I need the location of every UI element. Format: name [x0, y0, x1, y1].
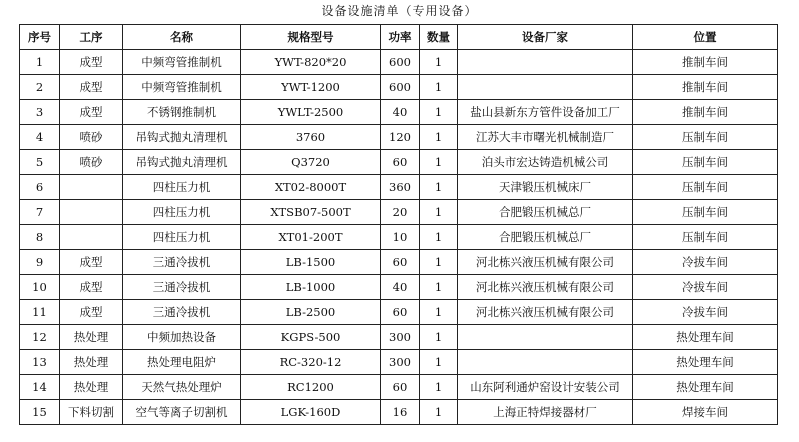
quantity-cell: 1 — [420, 175, 458, 200]
equipment-name-cell: 吊钩式抛丸清理机 — [123, 125, 241, 150]
location-cell: 压制车间 — [633, 125, 778, 150]
model-cell: LGK-160D — [241, 400, 381, 425]
process-cell — [60, 225, 123, 250]
model-cell: XT02-8000T — [241, 175, 381, 200]
equipment-table — [19, 24, 778, 425]
equipment-name-cell: 天然气热处理炉 — [123, 375, 241, 400]
location-cell: 压制车间 — [633, 225, 778, 250]
header-cell: 规格型号 — [241, 25, 381, 50]
location-cell: 热处理车间 — [633, 350, 778, 375]
model-cell: RC-320-12 — [241, 350, 381, 375]
manufacturer-cell: 河北栋兴液压机械有限公司 — [458, 300, 633, 325]
process-cell: 成型 — [60, 50, 123, 75]
process-cell: 喷砂 — [60, 150, 123, 175]
location-cell: 压制车间 — [633, 175, 778, 200]
power-cell: 300 — [381, 325, 420, 350]
power-cell: 60 — [381, 300, 420, 325]
row-number-cell: 6 — [20, 175, 60, 200]
row-number-cell: 7 — [20, 200, 60, 225]
power-cell: 360 — [381, 175, 420, 200]
table-row — [20, 225, 778, 250]
power-cell: 40 — [381, 275, 420, 300]
manufacturer-cell — [458, 325, 633, 350]
model-cell: LB-1500 — [241, 250, 381, 275]
manufacturer-cell: 天津锻压机械床厂 — [458, 175, 633, 200]
equipment-name-cell: 四柱压力机 — [123, 225, 241, 250]
location-cell: 焊接车间 — [633, 400, 778, 425]
quantity-cell: 1 — [420, 125, 458, 150]
process-cell: 成型 — [60, 250, 123, 275]
process-cell: 成型 — [60, 100, 123, 125]
power-cell: 60 — [381, 150, 420, 175]
quantity-cell: 1 — [420, 150, 458, 175]
table-body — [20, 50, 778, 425]
quantity-cell: 1 — [420, 350, 458, 375]
process-cell: 热处理 — [60, 350, 123, 375]
row-number-cell: 1 — [20, 50, 60, 75]
table-row — [20, 125, 778, 150]
row-number-cell: 3 — [20, 100, 60, 125]
quantity-cell: 1 — [420, 50, 458, 75]
location-cell: 热处理车间 — [633, 375, 778, 400]
table-row — [20, 200, 778, 225]
row-number-cell: 10 — [20, 275, 60, 300]
quantity-cell: 1 — [420, 100, 458, 125]
model-cell: 3760 — [241, 125, 381, 150]
power-cell: 16 — [381, 400, 420, 425]
model-cell: Q3720 — [241, 150, 381, 175]
header-cell: 名称 — [123, 25, 241, 50]
process-cell: 成型 — [60, 75, 123, 100]
row-number-cell: 8 — [20, 225, 60, 250]
table-header-row — [20, 25, 778, 50]
equipment-name-cell: 中频弯管推制机 — [123, 50, 241, 75]
row-number-cell: 2 — [20, 75, 60, 100]
model-cell: XT01-200T — [241, 225, 381, 250]
header-cell: 位置 — [633, 25, 778, 50]
row-number-cell: 11 — [20, 300, 60, 325]
equipment-name-cell: 中频弯管推制机 — [123, 75, 241, 100]
model-cell: XTSB07-500T — [241, 200, 381, 225]
manufacturer-cell: 河北栋兴液压机械有限公司 — [458, 275, 633, 300]
quantity-cell: 1 — [420, 325, 458, 350]
quantity-cell: 1 — [420, 75, 458, 100]
manufacturer-cell — [458, 75, 633, 100]
table-row — [20, 250, 778, 275]
header-cell: 功率 — [381, 25, 420, 50]
location-cell: 推制车间 — [633, 75, 778, 100]
manufacturer-cell: 河北栋兴液压机械有限公司 — [458, 250, 633, 275]
row-number-cell: 9 — [20, 250, 60, 275]
equipment-name-cell: 三通冷拔机 — [123, 250, 241, 275]
manufacturer-cell — [458, 50, 633, 75]
table-row — [20, 150, 778, 175]
row-number-cell: 12 — [20, 325, 60, 350]
location-cell: 冷拔车间 — [633, 300, 778, 325]
header-cell: 数量 — [420, 25, 458, 50]
table-row — [20, 300, 778, 325]
power-cell: 120 — [381, 125, 420, 150]
manufacturer-cell: 合肥锻压机械总厂 — [458, 225, 633, 250]
equipment-name-cell: 三通冷拔机 — [123, 300, 241, 325]
header-cell: 序号 — [20, 25, 60, 50]
power-cell: 20 — [381, 200, 420, 225]
quantity-cell: 1 — [420, 200, 458, 225]
manufacturer-cell: 泊头市宏达铸造机械公司 — [458, 150, 633, 175]
row-number-cell: 4 — [20, 125, 60, 150]
location-cell: 压制车间 — [633, 150, 778, 175]
model-cell: LB-2500 — [241, 300, 381, 325]
process-cell — [60, 200, 123, 225]
document-title: 设备设施清单（专用设备） — [321, 4, 478, 18]
location-cell: 冷拔车间 — [633, 275, 778, 300]
process-cell — [60, 175, 123, 200]
equipment-name-cell: 四柱压力机 — [123, 200, 241, 225]
manufacturer-cell: 盐山县新东方管件设备加工厂 — [458, 100, 633, 125]
process-cell: 喷砂 — [60, 125, 123, 150]
model-cell: YWT-1200 — [241, 75, 381, 100]
table-row — [20, 50, 778, 75]
row-number-cell: 5 — [20, 150, 60, 175]
quantity-cell: 1 — [420, 300, 458, 325]
equipment-name-cell: 四柱压力机 — [123, 175, 241, 200]
row-number-cell: 13 — [20, 350, 60, 375]
equipment-name-cell: 中频加热设备 — [123, 325, 241, 350]
location-cell: 推制车间 — [633, 100, 778, 125]
model-cell: LB-1000 — [241, 275, 381, 300]
equipment-name-cell: 热处理电阻炉 — [123, 350, 241, 375]
table-row — [20, 100, 778, 125]
quantity-cell: 1 — [420, 275, 458, 300]
model-cell: RC1200 — [241, 375, 381, 400]
power-cell: 40 — [381, 100, 420, 125]
power-cell: 600 — [381, 75, 420, 100]
process-cell: 成型 — [60, 300, 123, 325]
row-number-cell: 15 — [20, 400, 60, 425]
table-row — [20, 175, 778, 200]
table-row — [20, 275, 778, 300]
manufacturer-cell: 江苏大丰市曙光机械制造厂 — [458, 125, 633, 150]
power-cell: 10 — [381, 225, 420, 250]
location-cell: 压制车间 — [633, 200, 778, 225]
location-cell: 热处理车间 — [633, 325, 778, 350]
header-cell: 设备厂家 — [458, 25, 633, 50]
table-row — [20, 350, 778, 375]
process-cell: 成型 — [60, 275, 123, 300]
row-number-cell: 14 — [20, 375, 60, 400]
model-cell: YWT-820*20 — [241, 50, 381, 75]
equipment-name-cell: 吊钩式抛丸清理机 — [123, 150, 241, 175]
process-cell: 热处理 — [60, 375, 123, 400]
quantity-cell: 1 — [420, 400, 458, 425]
model-cell: KGPS-500 — [241, 325, 381, 350]
manufacturer-cell: 合肥锻压机械总厂 — [458, 200, 633, 225]
table-row — [20, 325, 778, 350]
location-cell: 推制车间 — [633, 50, 778, 75]
power-cell: 300 — [381, 350, 420, 375]
power-cell: 600 — [381, 50, 420, 75]
location-cell: 冷拔车间 — [633, 250, 778, 275]
table-row — [20, 75, 778, 100]
power-cell: 60 — [381, 375, 420, 400]
quantity-cell: 1 — [420, 225, 458, 250]
equipment-name-cell: 空气等离子切割机 — [123, 400, 241, 425]
quantity-cell: 1 — [420, 250, 458, 275]
quantity-cell: 1 — [420, 375, 458, 400]
equipment-name-cell: 不锈钢推制机 — [123, 100, 241, 125]
header-cell: 工序 — [60, 25, 123, 50]
model-cell: YWLT-2500 — [241, 100, 381, 125]
table-row — [20, 400, 778, 425]
power-cell: 60 — [381, 250, 420, 275]
process-cell: 下料切割 — [60, 400, 123, 425]
manufacturer-cell — [458, 350, 633, 375]
manufacturer-cell: 山东阿利通炉窑设计安装公司 — [458, 375, 633, 400]
manufacturer-cell: 上海正特焊接器材厂 — [458, 400, 633, 425]
table-row — [20, 375, 778, 400]
equipment-name-cell: 三通冷拔机 — [123, 275, 241, 300]
process-cell: 热处理 — [60, 325, 123, 350]
